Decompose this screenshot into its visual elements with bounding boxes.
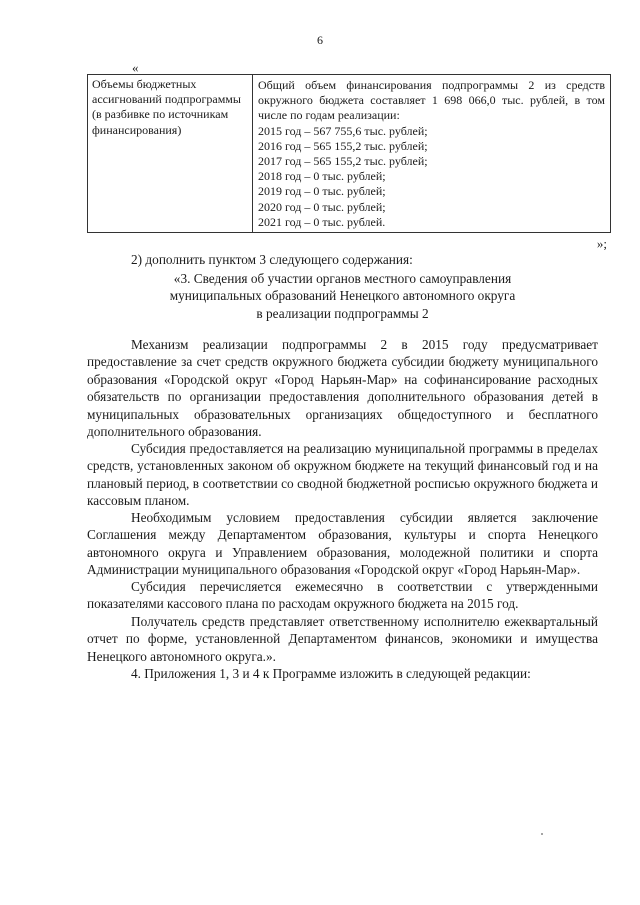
table-value-cell bbox=[253, 75, 611, 233]
year-2019-amount: 2019 год – 0 тыс. рублей; bbox=[258, 184, 386, 199]
amendment-item-4: 4. Приложения 1, 3 и 4 к Программе изложить в следующей редакции: bbox=[131, 666, 531, 681]
table-label-cell: Объемы бюджетных ассигнований подпрограммы (в разбивке по источникам финансирования) bbox=[88, 75, 253, 233]
table-row bbox=[88, 75, 611, 233]
closing-quote-mark: »; bbox=[596, 236, 607, 251]
budget-allocation-table bbox=[87, 74, 611, 233]
section-heading bbox=[87, 270, 598, 322]
paragraph-mechanism: Механизм реализации подпрограммы 2 в 2015 году предусматривает предоставление за счет средств окружного бюджета субсидии бюджету муниципального образования «Городской округ «Город Нарьян-Мар» на софинансирование расходных обязательств по организации предоставления дополнительного образования детей в муниципальных образовательных организациях общедоступного и бесплатного дополнительного образования. bbox=[87, 337, 598, 440]
amendment-item-2: 2) дополнить пунктом 3 следующего содержания: bbox=[131, 252, 413, 267]
paragraph-quarterly-report: Получатель средств представляет ответственному исполнителю ежеквартальный отчет по форме, установленной Департаментом финансов, экономики и имущества Ненецкого автономного округа.». bbox=[87, 614, 598, 664]
financing-total-text: Общий объем финансирования подпрограммы 2 из средств окружного бюджета составляет 1 698 066,0 тыс. рублей, в том числе по годам реализации: bbox=[258, 78, 605, 123]
section-heading-line-2: муниципальных образований Ненецкого автономного округа bbox=[169, 288, 516, 304]
opening-quote-mark: « bbox=[132, 60, 139, 75]
year-2017-amount: 2017 год – 565 155,2 тыс. рублей; bbox=[258, 154, 428, 169]
paragraph-monthly-transfer: Субсидия перечисляется ежемесячно в соответствии с утвержденными показателями кассового плана по расходам окружного бюджета на 2015 год. bbox=[87, 579, 598, 612]
year-2021-amount: 2021 год – 0 тыс. рублей. bbox=[258, 214, 386, 229]
section-heading-line-1: «3. Сведения об участии органов местного самоуправления bbox=[173, 271, 512, 286]
paragraph-agreement-condition: Необходимым условием предоставления субсидии является заключение Соглашения между Департаментом образования, культуры и спорта Ненецкого автономного округа и Управлением образования, молодежной политики и спорта Администрации муниципального образования «Городской округ «Город Нарьян-Мар». bbox=[87, 510, 598, 578]
page-number: 6 bbox=[317, 33, 323, 47]
scan-speck bbox=[541, 833, 543, 835]
year-2016-amount: 2016 год – 565 155,2 тыс. рублей; bbox=[258, 138, 428, 153]
year-2020-amount: 2020 год – 0 тыс. рублей; bbox=[258, 199, 386, 214]
section-heading-line-3: в реализации подпрограммы 2 bbox=[256, 305, 429, 321]
paragraph-subsidy-purpose: Субсидия предоставляется на реализацию муниципальной программы в пределах средств, установленных законом об окружном бюджете на текущий финансовый год и на плановый период, в соответствии со сводной бюджетной росписью окружного бюджета и кассовым планом. bbox=[87, 441, 598, 509]
year-2018-amount: 2018 год – 0 тыс. рублей; bbox=[258, 169, 386, 184]
year-2015-amount: 2015 год – 567 755,6 тыс. рублей; bbox=[258, 123, 428, 138]
